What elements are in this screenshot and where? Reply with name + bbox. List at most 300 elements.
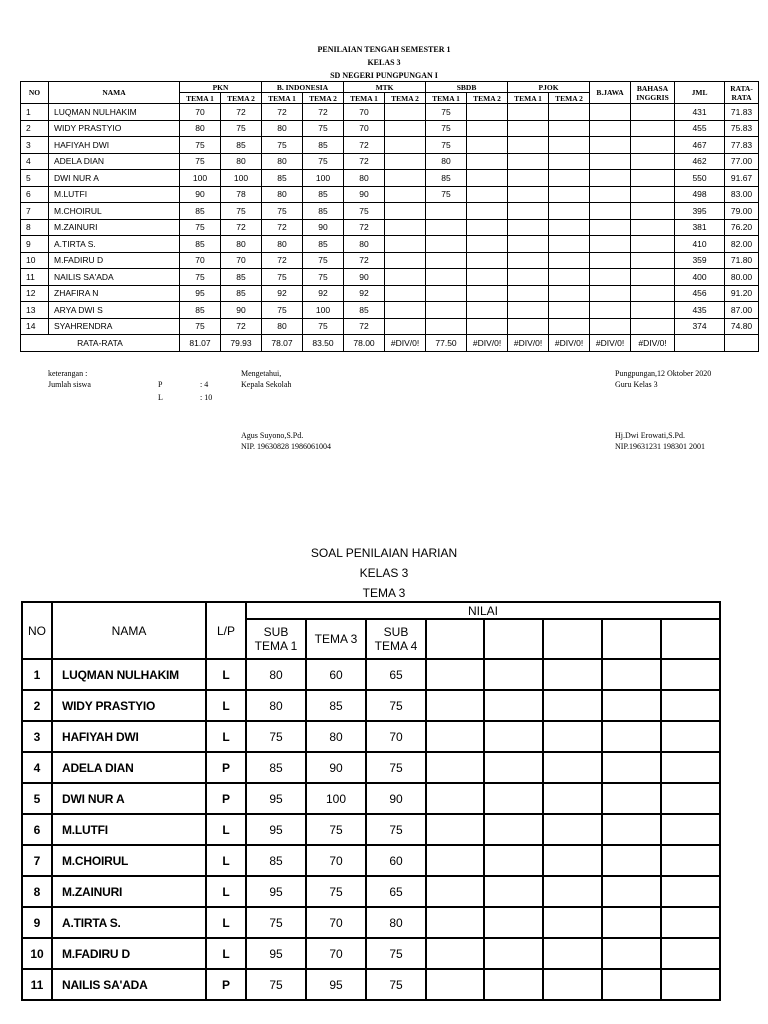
grade-cell-sb2 — [467, 153, 508, 170]
grade-cell-bj — [590, 120, 631, 137]
th-bindo-tema2: TEMA 2 — [303, 93, 344, 104]
grade-cell-bi2: 100 — [303, 302, 344, 319]
grade-cell-bi1: 72 — [262, 252, 303, 269]
grade-cell-mtk1: 80 — [344, 236, 385, 253]
grade-cell-pj2 — [549, 269, 590, 286]
grade-cell-pkn1: 70 — [180, 104, 221, 121]
empty-cell — [543, 690, 602, 721]
avg-cell: 81.07 — [180, 335, 221, 352]
grade-cell-bj — [590, 203, 631, 220]
grade-cell-sb2 — [467, 104, 508, 121]
empty-cell — [661, 783, 720, 814]
empty-cell — [484, 938, 543, 969]
grade-cell-sb2 — [467, 285, 508, 302]
grade-cell-bi2: 75 — [303, 252, 344, 269]
grade-cell-pkn2: 75 — [221, 203, 262, 220]
th2-tema3: TEMA 3 — [306, 619, 366, 659]
row-lp: P — [206, 752, 246, 783]
th2-subtema1-line2: TEMA 1 — [254, 639, 298, 653]
avg-cell: #DIV/0! — [631, 335, 675, 352]
avg-cell — [725, 335, 759, 352]
score-subtema1: 80 — [246, 659, 306, 690]
empty-cell — [661, 752, 720, 783]
empty-cell — [426, 907, 484, 938]
grade-cell-pj1 — [508, 203, 549, 220]
grade-cell-mtk1: 85 — [344, 302, 385, 319]
p-label: P — [158, 380, 163, 389]
grade-cell-mtk1: 70 — [344, 120, 385, 137]
th-mtk-tema1: TEMA 1 — [344, 93, 385, 104]
grade-cell-rata: 74.80 — [725, 318, 759, 335]
score-tema3: 75 — [306, 876, 366, 907]
grade-cell-pkn2: 72 — [221, 318, 262, 335]
row-no: 7 — [22, 845, 52, 876]
score-subtema1: 95 — [246, 876, 306, 907]
grade-cell-pj2 — [549, 203, 590, 220]
score-subtema1: 80 — [246, 690, 306, 721]
grade-cell-jml: 455 — [675, 120, 725, 137]
grade-cell-bi2: 85 — [303, 203, 344, 220]
kepsek-name: Agus Suyono,S.Pd. — [241, 431, 304, 440]
row-nama: M.CHOIRUL — [52, 845, 206, 876]
grade-cell-sb1: 75 — [426, 120, 467, 137]
grade-cell-rata: 87.00 — [725, 302, 759, 319]
grade-cell-pj2 — [549, 104, 590, 121]
grade-cell-rata: 77.00 — [725, 153, 759, 170]
table-row — [21, 285, 759, 302]
grade-cell-bi2: 92 — [303, 285, 344, 302]
score-subtema4: 90 — [366, 783, 426, 814]
grade-cell-pj1 — [508, 153, 549, 170]
row-nama: A.TIRTA S. — [52, 907, 206, 938]
th2-subtema1-line1: SUB — [263, 625, 289, 639]
grade-cell-pkn2: 72 — [221, 219, 262, 236]
row-no: 12 — [21, 285, 49, 302]
grade-cell-pj2 — [549, 120, 590, 137]
row-nama: ARYA DWI S — [49, 302, 180, 319]
grade-cell-bi1: 80 — [262, 120, 303, 137]
th2-empty — [543, 619, 602, 659]
empty-cell — [543, 814, 602, 845]
score-tema3: 70 — [306, 907, 366, 938]
grade-cell-pj1 — [508, 104, 549, 121]
grade-cell-sb1 — [426, 318, 467, 335]
avg-cell: 83.50 — [303, 335, 344, 352]
avg-cell: #DIV/0! — [467, 335, 508, 352]
empty-cell — [602, 690, 661, 721]
grade-cell-bing — [631, 302, 675, 319]
pts-grade-table — [20, 81, 759, 352]
empty-cell — [661, 721, 720, 752]
grade-cell-bi2: 90 — [303, 219, 344, 236]
score-subtema1: 75 — [246, 969, 306, 1000]
grade-cell-mtk1: 72 — [344, 252, 385, 269]
sec2-tema: TEMA 3 — [362, 586, 406, 600]
grade-cell-sb2 — [467, 170, 508, 187]
row-no: 9 — [22, 907, 52, 938]
row-lp: L — [206, 845, 246, 876]
th-jml: JML — [675, 82, 725, 104]
empty-cell — [543, 907, 602, 938]
empty-cell — [426, 783, 484, 814]
grade-cell-bing — [631, 153, 675, 170]
grade-cell-mtk2 — [385, 137, 426, 154]
score-subtema4: 75 — [366, 752, 426, 783]
score-subtema4: 75 — [366, 814, 426, 845]
score-subtema4: 65 — [366, 659, 426, 690]
grade-cell-pj1 — [508, 120, 549, 137]
avg-cell — [675, 335, 725, 352]
score-tema3: 85 — [306, 690, 366, 721]
score-tema3: 80 — [306, 721, 366, 752]
score-subtema4: 75 — [366, 969, 426, 1000]
row-no: 1 — [21, 104, 49, 121]
empty-cell — [543, 876, 602, 907]
table-row — [21, 186, 759, 203]
grade-cell-bi1: 75 — [262, 203, 303, 220]
th2-no: NO — [22, 602, 52, 659]
score-subtema1: 85 — [246, 752, 306, 783]
grade-cell-bj — [590, 170, 631, 187]
row-nama: NAILIS SA'ADA — [52, 969, 206, 1000]
grade-cell-bing — [631, 269, 675, 286]
grade-cell-pj1 — [508, 285, 549, 302]
table-row — [21, 153, 759, 170]
grade-cell-mtk2 — [385, 219, 426, 236]
empty-cell — [426, 876, 484, 907]
row-no: 5 — [22, 783, 52, 814]
empty-cell — [484, 969, 543, 1000]
grade-cell-pkn2: 85 — [221, 269, 262, 286]
th-bindo-tema1: TEMA 1 — [262, 93, 303, 104]
grade-cell-pkn1: 75 — [180, 269, 221, 286]
sec2-title: SOAL PENILAIAN HARIAN — [310, 546, 458, 560]
empty-cell — [426, 659, 484, 690]
grade-cell-bi1: 80 — [262, 153, 303, 170]
grade-cell-rata: 91.67 — [725, 170, 759, 187]
grade-cell-jml: 431 — [675, 104, 725, 121]
grade-cell-jml: 550 — [675, 170, 725, 187]
grade-cell-pkn2: 78 — [221, 186, 262, 203]
grade-cell-pj2 — [549, 252, 590, 269]
grade-cell-bi2: 75 — [303, 153, 344, 170]
grade-cell-rata: 77.83 — [725, 137, 759, 154]
grade-cell-sb2 — [467, 203, 508, 220]
grade-cell-pkn2: 72 — [221, 104, 262, 121]
row-no: 11 — [21, 269, 49, 286]
th-pkn-tema1: TEMA 1 — [180, 93, 221, 104]
row-nama: M.FADIRU D — [49, 252, 180, 269]
row-no: 10 — [22, 938, 52, 969]
average-label: RATA-RATA — [21, 335, 180, 352]
grade-cell-sb2 — [467, 120, 508, 137]
grade-cell-pj1 — [508, 219, 549, 236]
grade-cell-bj — [590, 186, 631, 203]
grade-cell-bi2: 75 — [303, 120, 344, 137]
grade-cell-bj — [590, 236, 631, 253]
grade-cell-jml: 467 — [675, 137, 725, 154]
row-nama: DWI NUR A — [49, 170, 180, 187]
empty-cell — [426, 752, 484, 783]
empty-cell — [661, 690, 720, 721]
grade-cell-mtk1: 80 — [344, 170, 385, 187]
grade-cell-sb2 — [467, 318, 508, 335]
th2-nama: NAMA — [52, 602, 206, 659]
th-no: NO — [21, 82, 49, 104]
table-row — [22, 876, 720, 907]
empty-cell — [602, 814, 661, 845]
grade-cell-pkn2: 70 — [221, 252, 262, 269]
score-subtema1: 75 — [246, 907, 306, 938]
grade-cell-bi1: 75 — [262, 137, 303, 154]
grade-cell-pkn1: 75 — [180, 219, 221, 236]
grade-cell-pj2 — [549, 285, 590, 302]
empty-cell — [661, 969, 720, 1000]
grade-cell-bing — [631, 170, 675, 187]
grade-cell-pkn1: 85 — [180, 302, 221, 319]
grade-cell-jml: 498 — [675, 186, 725, 203]
grade-cell-mtk1: 72 — [344, 318, 385, 335]
sec1-title: PENILAIAN TENGAH SEMESTER 1 — [317, 45, 451, 54]
grade-cell-mtk2 — [385, 186, 426, 203]
grade-cell-pj2 — [549, 318, 590, 335]
th-pjok-tema1: TEMA 1 — [508, 93, 549, 104]
grade-cell-mtk2 — [385, 269, 426, 286]
score-subtema1: 95 — [246, 814, 306, 845]
grade-cell-jml: 400 — [675, 269, 725, 286]
grade-cell-jml: 374 — [675, 318, 725, 335]
row-nama: SYAHRENDRA — [49, 318, 180, 335]
keterangan-label: keterangan : — [48, 369, 88, 378]
score-tema3: 75 — [306, 814, 366, 845]
sec1-school: SD NEGERI PUNGPUNGAN I — [330, 71, 438, 80]
p-value: : 4 — [200, 380, 209, 389]
row-nama: M.LUTFI — [52, 814, 206, 845]
guru-label: Guru Kelas 3 — [615, 380, 658, 389]
grade-cell-pkn1: 100 — [180, 170, 221, 187]
grade-cell-rata: 76.20 — [725, 219, 759, 236]
guru-name: Hj.Dwi Erowati,S.Pd. — [615, 431, 685, 440]
table-row — [21, 104, 759, 121]
row-no: 14 — [21, 318, 49, 335]
row-no: 7 — [21, 203, 49, 220]
empty-cell — [543, 845, 602, 876]
grade-cell-pkn1: 80 — [180, 120, 221, 137]
th2-lp: L/P — [206, 602, 246, 659]
grade-cell-bing — [631, 236, 675, 253]
row-no: 11 — [22, 969, 52, 1000]
grade-cell-bing — [631, 219, 675, 236]
grade-cell-mtk2 — [385, 236, 426, 253]
grade-cell-sb1: 85 — [426, 170, 467, 187]
grade-cell-mtk2 — [385, 153, 426, 170]
grade-cell-pkn2: 100 — [221, 170, 262, 187]
empty-cell — [484, 907, 543, 938]
th-sbdb: SBDB — [426, 82, 508, 93]
empty-cell — [602, 907, 661, 938]
grade-cell-pkn2: 80 — [221, 236, 262, 253]
row-nama: M.CHOIRUL — [49, 203, 180, 220]
score-subtema4: 75 — [366, 938, 426, 969]
score-subtema1: 85 — [246, 845, 306, 876]
table-row — [22, 845, 720, 876]
empty-cell — [426, 690, 484, 721]
grade-cell-sb2 — [467, 219, 508, 236]
grade-cell-bing — [631, 137, 675, 154]
grade-cell-sb1 — [426, 203, 467, 220]
grade-cell-pj1 — [508, 318, 549, 335]
ph-grade-table — [21, 601, 721, 1001]
score-tema3: 60 — [306, 659, 366, 690]
th-pjok: PJOK — [508, 82, 590, 93]
row-no: 8 — [22, 876, 52, 907]
score-tema3: 70 — [306, 845, 366, 876]
row-nama: HAFIYAH DWI — [52, 721, 206, 752]
grade-cell-mtk1: 75 — [344, 203, 385, 220]
place-date: Pungpungan,12 Oktober 2020 — [615, 369, 712, 378]
grade-cell-jml: 462 — [675, 153, 725, 170]
empty-cell — [602, 659, 661, 690]
grade-cell-jml: 395 — [675, 203, 725, 220]
score-tema3: 95 — [306, 969, 366, 1000]
grade-cell-bj — [590, 137, 631, 154]
grade-cell-jml: 435 — [675, 302, 725, 319]
grade-cell-pkn1: 75 — [180, 137, 221, 154]
kepsek-nip: NIP. 19630828 1986061004 — [241, 442, 332, 451]
grade-cell-sb1 — [426, 252, 467, 269]
row-no: 13 — [21, 302, 49, 319]
row-no: 3 — [22, 721, 52, 752]
grade-cell-mtk1: 90 — [344, 269, 385, 286]
empty-cell — [602, 969, 661, 1000]
empty-cell — [543, 783, 602, 814]
grade-cell-bj — [590, 302, 631, 319]
grade-cell-bing — [631, 120, 675, 137]
table-row — [21, 269, 759, 286]
grade-cell-rata: 83.00 — [725, 186, 759, 203]
empty-cell — [602, 721, 661, 752]
empty-cell — [661, 876, 720, 907]
row-lp: L — [206, 814, 246, 845]
grade-cell-sb1 — [426, 302, 467, 319]
grade-cell-bi1: 72 — [262, 219, 303, 236]
score-subtema4: 75 — [366, 690, 426, 721]
grade-cell-bi1: 80 — [262, 236, 303, 253]
avg-cell: 77.50 — [426, 335, 467, 352]
grade-cell-bing — [631, 203, 675, 220]
grade-cell-bi1: 85 — [262, 170, 303, 187]
grade-cell-bing — [631, 252, 675, 269]
grade-cell-bi2: 85 — [303, 186, 344, 203]
empty-cell — [484, 845, 543, 876]
row-no: 2 — [22, 690, 52, 721]
empty-cell — [661, 907, 720, 938]
th-mtk-tema2: TEMA 2 — [385, 93, 426, 104]
grade-cell-pj2 — [549, 236, 590, 253]
empty-cell — [484, 752, 543, 783]
grade-cell-rata: 82.00 — [725, 236, 759, 253]
grade-cell-sb2 — [467, 269, 508, 286]
grade-cell-pkn1: 75 — [180, 153, 221, 170]
th2-subtema4 — [366, 619, 426, 659]
table-row — [21, 302, 759, 319]
grade-cell-pj2 — [549, 302, 590, 319]
grade-cell-rata: 80.00 — [725, 269, 759, 286]
empty-cell — [543, 659, 602, 690]
empty-cell — [426, 845, 484, 876]
th-rata: RATA-RATA — [725, 82, 759, 104]
score-subtema4: 65 — [366, 876, 426, 907]
score-subtema4: 70 — [366, 721, 426, 752]
score-subtema1: 95 — [246, 938, 306, 969]
empty-cell — [661, 814, 720, 845]
grade-cell-pkn2: 75 — [221, 120, 262, 137]
grade-cell-sb1: 75 — [426, 137, 467, 154]
grade-cell-pj2 — [549, 137, 590, 154]
score-subtema1: 75 — [246, 721, 306, 752]
table-row — [21, 203, 759, 220]
grade-cell-bi1: 80 — [262, 186, 303, 203]
grade-cell-pj1 — [508, 302, 549, 319]
grade-cell-sb2 — [467, 302, 508, 319]
empty-cell — [543, 721, 602, 752]
avg-cell: #DIV/0! — [549, 335, 590, 352]
avg-cell: 78.07 — [262, 335, 303, 352]
grade-cell-bj — [590, 252, 631, 269]
th2-empty — [602, 619, 661, 659]
table-row — [22, 752, 720, 783]
row-nama: M.ZAINURI — [49, 219, 180, 236]
mengetahui-label: Mengetahui, — [241, 369, 282, 378]
table-row — [21, 236, 759, 253]
grade-cell-bing — [631, 285, 675, 302]
grade-cell-pj2 — [549, 219, 590, 236]
grade-cell-mtk1: 92 — [344, 285, 385, 302]
l-label: L — [158, 393, 163, 402]
l-value: : 10 — [200, 393, 213, 402]
row-lp: L — [206, 721, 246, 752]
avg-cell: #DIV/0! — [508, 335, 549, 352]
row-nama: WIDY PRASTYIO — [49, 120, 180, 137]
empty-cell — [661, 845, 720, 876]
grade-cell-pj1 — [508, 170, 549, 187]
table-row — [22, 938, 720, 969]
grade-cell-rata: 71.80 — [725, 252, 759, 269]
grade-cell-mtk1: 90 — [344, 186, 385, 203]
grade-cell-pkn2: 85 — [221, 285, 262, 302]
row-lp: L — [206, 876, 246, 907]
grade-cell-sb2 — [467, 186, 508, 203]
th2-subtema4-line1: SUB — [383, 625, 409, 639]
table-row — [22, 690, 720, 721]
grade-cell-bing — [631, 318, 675, 335]
grade-cell-mtk2 — [385, 252, 426, 269]
grade-cell-rata: 79.00 — [725, 203, 759, 220]
th2-empty — [484, 619, 543, 659]
th-binggris: BAHASA INGGRIS — [631, 82, 675, 104]
grade-cell-pkn1: 70 — [180, 252, 221, 269]
th2-subtema1 — [246, 619, 306, 659]
grade-cell-sb1 — [426, 219, 467, 236]
grade-cell-pkn2: 90 — [221, 302, 262, 319]
row-no: 2 — [21, 120, 49, 137]
avg-cell: #DIV/0! — [385, 335, 426, 352]
empty-cell — [426, 721, 484, 752]
grade-cell-bj — [590, 104, 631, 121]
table-row — [22, 659, 720, 690]
th2-empty — [661, 619, 720, 659]
grade-cell-jml: 410 — [675, 236, 725, 253]
